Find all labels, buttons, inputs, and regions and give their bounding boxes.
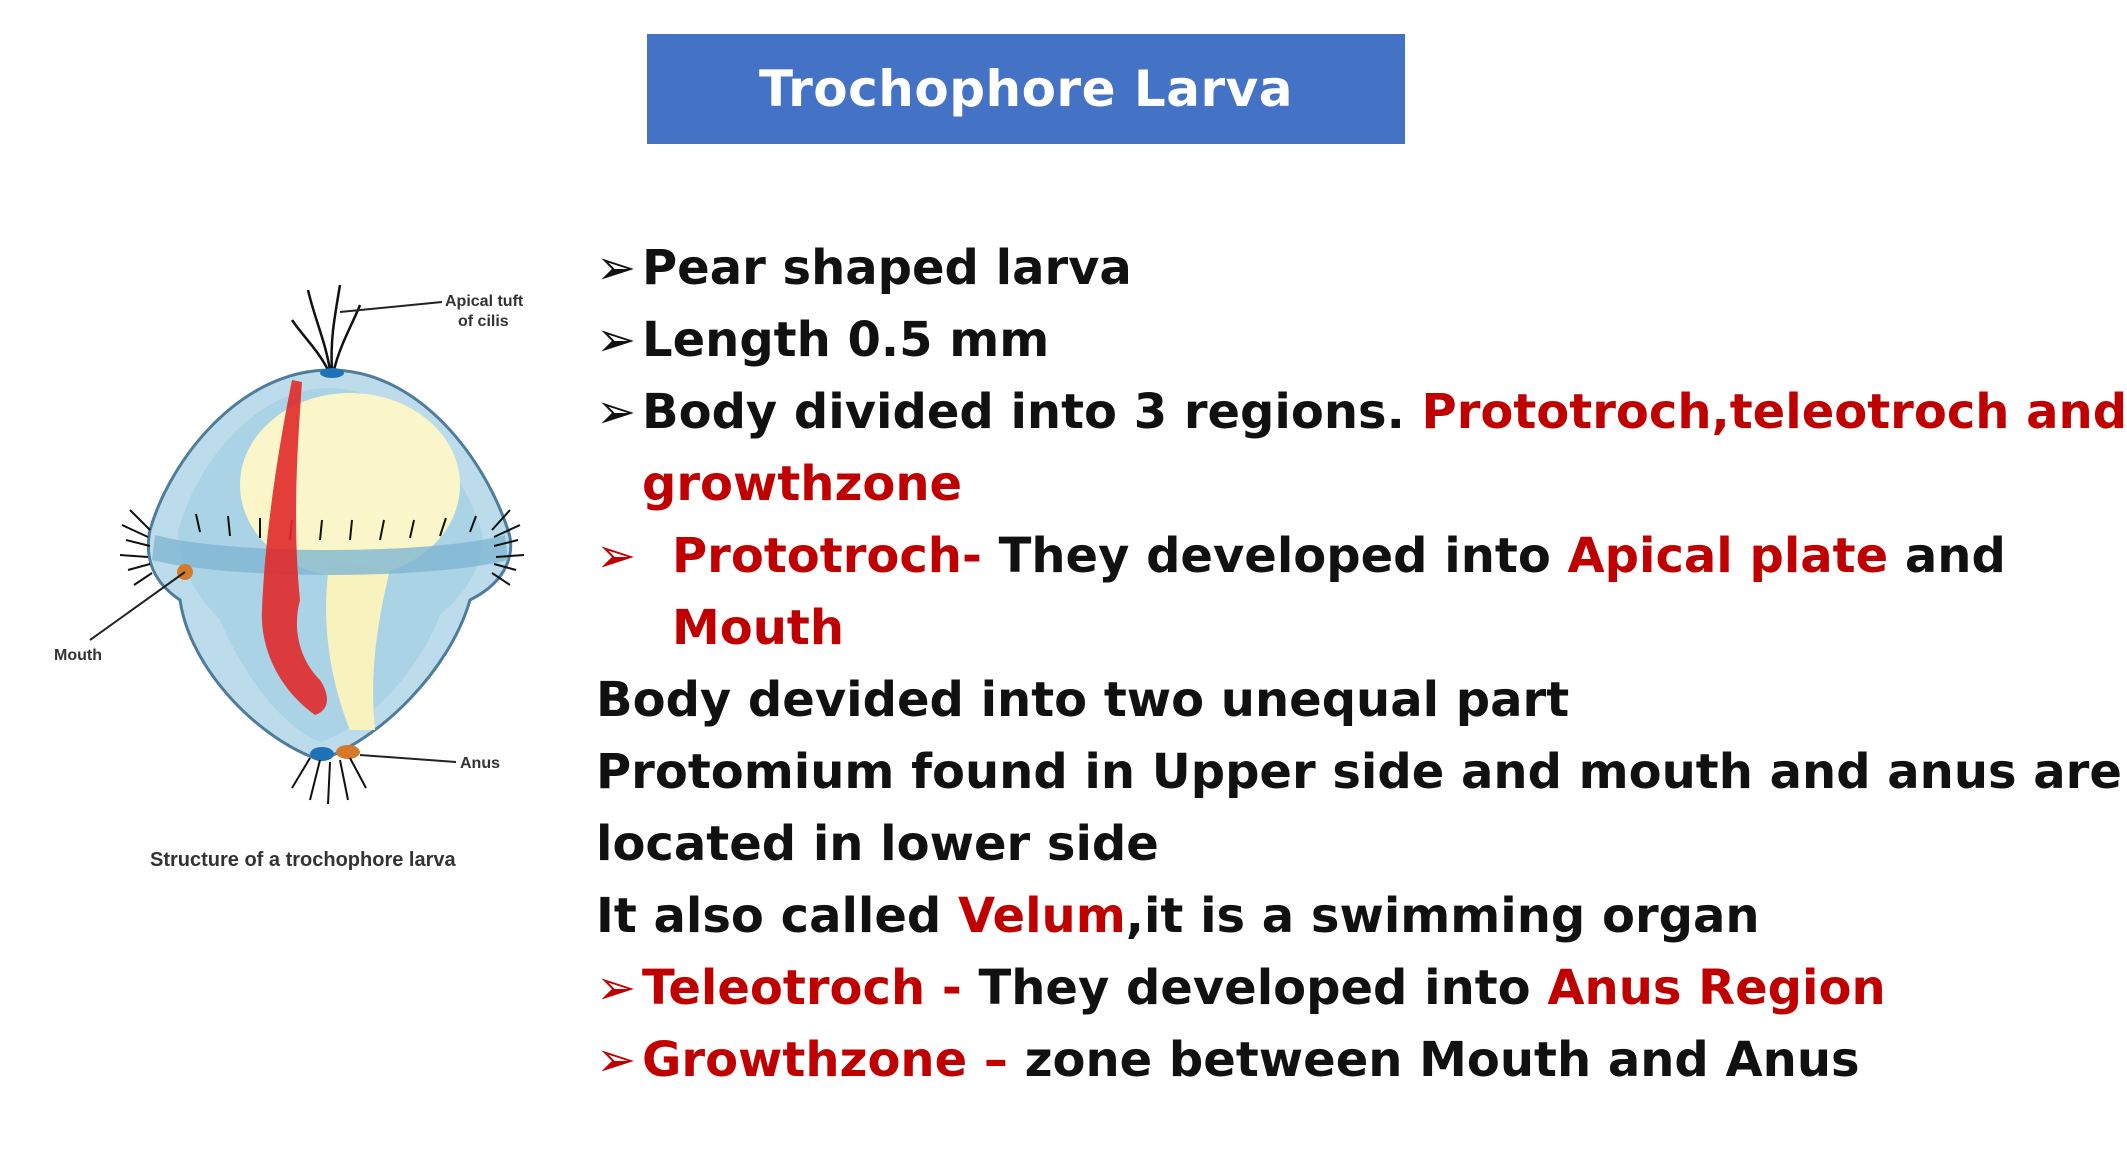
content-text <box>596 232 2127 1096</box>
title-banner <box>647 34 1405 144</box>
anal-plate <box>310 747 334 761</box>
text-growthzone: growthzone <box>642 456 963 512</box>
bullet-arrow-icon: ➢ <box>596 312 637 368</box>
text-developed-into: They developed into <box>981 528 1568 584</box>
bullet-arrow-icon: ➢ <box>596 384 637 440</box>
text-mouth: Mouth <box>672 600 845 656</box>
bullet-line-4-cont <box>596 592 2036 664</box>
text-teleotroch: Teleotroch - <box>642 960 979 1016</box>
text-prototroch: Prototroch- <box>672 528 982 584</box>
label-of-cilis: of cilis <box>458 313 509 330</box>
label-mouth: Mouth <box>54 647 102 664</box>
bullet-arrow-icon: ➢ <box>596 528 637 584</box>
bullet-line-4 <box>596 520 2036 592</box>
bullet-line-3 <box>596 376 2127 448</box>
plain-line-3 <box>596 808 2036 880</box>
bullet-line-5 <box>596 952 2036 1024</box>
text-pear-shaped: Pear shaped larva <box>642 240 1132 296</box>
text-swimming-organ: ,it is a swimming organ <box>1125 888 1760 944</box>
bullet-line-1 <box>596 232 2036 304</box>
diagram-caption: Structure of a trochophore larva <box>150 849 456 871</box>
bullet-arrow-icon: ➢ <box>596 1032 637 1088</box>
bullet-line-2 <box>596 304 2036 376</box>
slide-title: Trochophore Larva <box>758 60 1293 118</box>
apical-plate <box>320 368 344 378</box>
label-apical-tuft: Apical tuft <box>445 293 524 310</box>
text-zone-between: zone between Mouth and Anus <box>1024 1032 1860 1088</box>
text-regions-red: Prototroch,teleotroch and <box>1421 384 2127 440</box>
plain-line-1 <box>596 664 2036 736</box>
text-body-divided: Body divided into 3 regions. <box>642 384 1422 440</box>
text-length: Length 0.5 mm <box>642 312 1050 368</box>
text-and: and <box>1888 528 2006 584</box>
text-also-called: It also called <box>596 888 958 944</box>
text-anus-region: Anus Region <box>1547 960 1886 1016</box>
apical-leader-line <box>340 302 442 312</box>
bullet-arrow-icon: ➢ <box>596 240 637 296</box>
plain-line-4 <box>596 880 2036 952</box>
anus-leader-line <box>360 755 456 762</box>
text-protomium: Protomium found in Upper side and mouth and anus are <box>596 744 2122 800</box>
telotroch-cilia <box>292 758 366 804</box>
anus-marker <box>336 745 360 759</box>
text-growthzone-heading: Growthzone – <box>642 1032 1025 1088</box>
trochophore-diagram <box>30 270 550 890</box>
apical-tuft <box>292 285 360 370</box>
bullet-arrow-icon: ➢ <box>596 960 637 1016</box>
label-anus: Anus <box>460 755 500 772</box>
text-velum: Velum <box>958 888 1126 944</box>
text-developed-into-2: They developed into <box>978 960 1548 1016</box>
text-apical-plate: Apical plate <box>1567 528 1889 584</box>
text-lower-side: located in lower side <box>596 816 1159 872</box>
bullet-line-3-cont <box>596 448 2036 520</box>
bullet-line-6 <box>596 1024 2036 1096</box>
plain-line-2 <box>596 736 2122 808</box>
text-two-unequal: Body devided into two unequal part <box>596 672 1570 728</box>
